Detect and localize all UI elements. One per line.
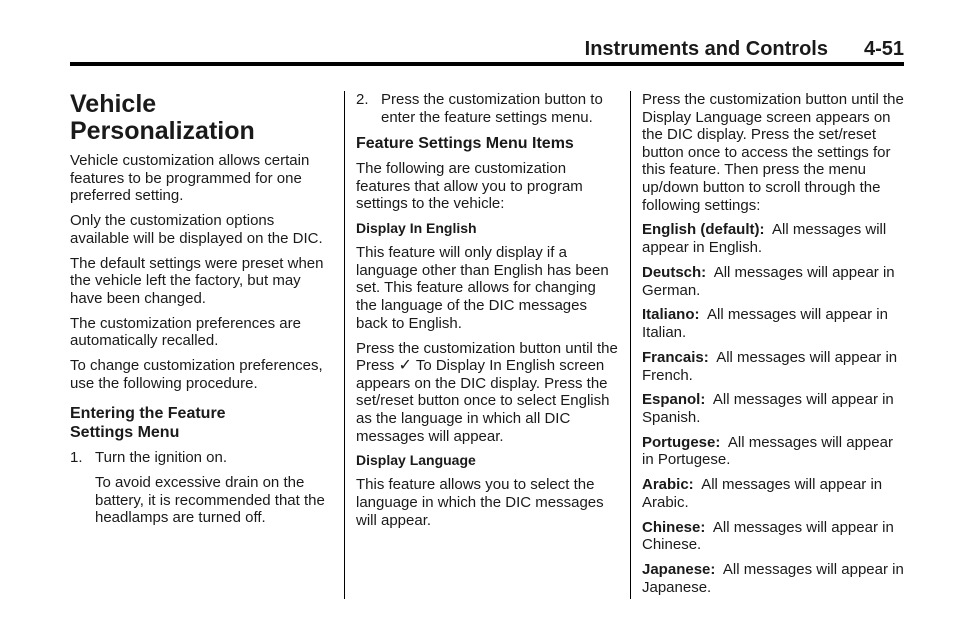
language-item (642, 349, 908, 384)
display-language-heading: Display Language (356, 452, 476, 469)
language-item (642, 221, 908, 256)
language-term: Arabic: (642, 476, 694, 494)
language-item (642, 434, 908, 469)
page-title (70, 91, 332, 145)
language-desc: All messages will appear in German. (642, 263, 895, 299)
intro-paragraph: Vehicle customization allows certain features to be programmed for one preferred setting. (70, 152, 310, 205)
language-desc: All messages will appear in French. (642, 348, 898, 384)
entering-menu-heading (70, 404, 332, 442)
step-1-note: To avoid excessive drain on the battery, it is recommended that the headlamps are turned off. (95, 474, 325, 527)
procedure-paragraph: To change customization preferences, use the following procedure. (70, 357, 323, 392)
column-3 (642, 91, 908, 604)
column-2 (356, 91, 618, 536)
language-term: Deutsch: (642, 263, 707, 281)
language-desc: All messages will appear in Portugese. (642, 433, 893, 469)
language-desc: All messages will appear in Japanese. (642, 561, 904, 596)
header-rule (70, 62, 904, 66)
english-instructions-start: Press the customization button until the Press (356, 339, 618, 375)
feature-menu-heading: Feature Settings Menu Items (356, 135, 574, 153)
feature-intro-paragraph: The following are customization features that allow you to program settings to the vehicle: (356, 160, 583, 213)
language-item (642, 306, 908, 341)
language-term: Espanol: (642, 391, 706, 409)
language-term: Italiano: (642, 306, 700, 324)
english-instructions (356, 340, 618, 446)
page-number: 4-51 (863, 38, 904, 60)
english-paragraph: This feature will only display if a language other than English has been set. This feature allows for changing the language of the DIC messages back to English. (356, 244, 609, 332)
english-instructions-end: To Display In English screen appears on the DIC display. Press the set/reset button once to select English as the language in which all DIC messages will appear. (356, 357, 610, 445)
language-term: Chinese: (642, 518, 706, 536)
language-term: Japanese: (642, 561, 716, 579)
step-text: Turn the ignition on. (95, 449, 228, 467)
display-in-english-heading: Display In English (356, 220, 477, 237)
language-desc: All messages will appear in Arabic. (642, 476, 883, 511)
step-2 (356, 91, 618, 126)
language-desc: All messages will appear in Spanish. (642, 391, 894, 426)
section-title: Instruments and Controls (584, 38, 828, 60)
column-divider (344, 91, 345, 599)
language-term: Francais: (642, 348, 709, 366)
entering-menu-heading-line-2: Settings Menu (70, 424, 180, 442)
step-1 (70, 449, 332, 467)
step-text: Press the customization button to enter the feature settings menu. (381, 91, 603, 126)
language-item (642, 476, 908, 511)
page-header (70, 38, 904, 62)
step-number: 2. (356, 91, 369, 108)
column-divider (630, 91, 631, 599)
recall-paragraph: The customization preferences are automatically recalled. (70, 314, 301, 350)
language-term: Portugese: (642, 433, 721, 451)
defaults-paragraph: The default settings were preset when the vehicle left the factory, but may have been changed. (70, 254, 324, 307)
language-term: English (default): (642, 221, 765, 239)
checkmark-icon: ✓ (398, 357, 412, 375)
language-desc: All messages will appear in English. (642, 221, 887, 257)
language-item (642, 391, 908, 426)
page-title-line-2: Personalization (70, 117, 255, 145)
language-item (642, 561, 908, 596)
language-item (642, 264, 908, 299)
entering-menu-heading-line-1: Entering the Feature (70, 405, 226, 423)
language-paragraph: This feature allows you to select the language in which the DIC messages will appear. (356, 476, 604, 529)
options-paragraph: Only the customization options available will be displayed on the DIC. (70, 212, 323, 247)
language-desc: All messages will appear in Chinese. (642, 518, 894, 554)
language-item (642, 519, 908, 554)
step-number: 1. (70, 449, 83, 467)
column-1 (70, 91, 332, 534)
page-title-line-1: Vehicle (70, 90, 157, 118)
language-desc: All messages will appear in Italian. (642, 306, 888, 342)
language-intro-paragraph: Press the customization button until the Display Language screen appears on the DIC display. Press the set/reset button once to access the settings for this feature. Then press the menu up/down button to scroll through the following settings: (642, 91, 904, 214)
